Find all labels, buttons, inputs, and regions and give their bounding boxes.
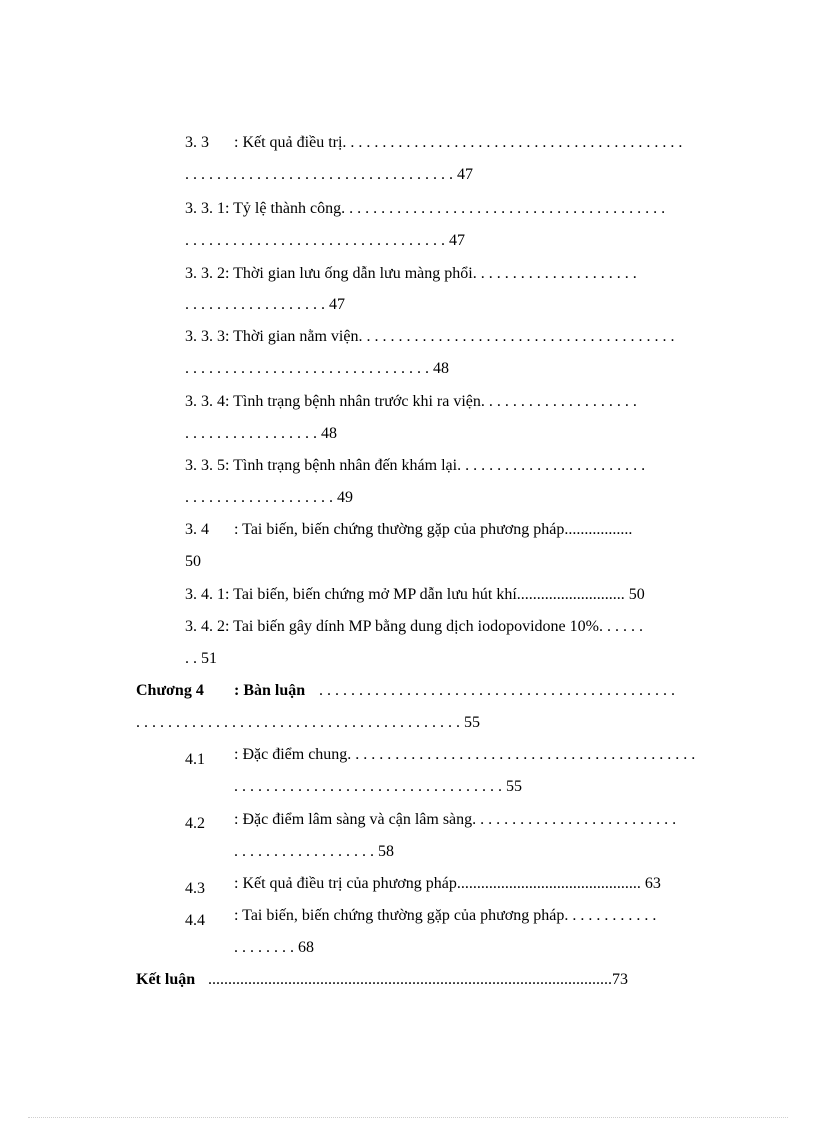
- toc-leader-4-1: . . . . . . . . . . . . . . . . . . . . . . . . . . . . . . . . . . 55: [234, 778, 522, 795]
- toc-page-3-4: 50: [185, 553, 201, 570]
- toc-leader-3-3-5: . . . . . . . . . . . . . . . . . . . 49: [185, 489, 353, 506]
- toc-title-4-1: : Đặc điểm chung. . . . . . . . . . . . . . . . . . . . . . . . . . . . . . . . . . . . . . . . . . . .: [234, 746, 696, 763]
- toc-entry-3-4-2: 3. 4. 2: Tai biến gây dính MP bằng dung dịch iodopovidone 10%. . . . . .: [185, 618, 643, 635]
- toc-entry-3-3-4: 3. 3. 4: Tình trạng bệnh nhân trước khi ra viện. . . . . . . . . . . . . . . . . . . .: [185, 393, 637, 410]
- toc-chapter-4-title: : Bàn luận: [234, 682, 306, 699]
- toc-leader-3-3: . . . . . . . . . . . . . . . . . . . . . . . . . . . . . . . . . . 47: [185, 166, 473, 183]
- toc-chapter-4-leader-page: . . . . . . . . . . . . . . . . . . . . . . . . . . . . . . . . . . . . . . . . . 55: [136, 714, 480, 731]
- toc-title-3-4: : Tai biến, biến chứng thường gặp của phương pháp.................: [234, 521, 633, 538]
- toc-number-4-2: 4.2: [185, 815, 205, 832]
- toc-entry-3-3-5: 3. 3. 5: Tình trạng bệnh nhân đến khám lại. . . . . . . . . . . . . . . . . . . . . . . .: [185, 457, 646, 474]
- toc-leader-3-4-2: . . 51: [185, 650, 217, 667]
- toc-number-3-3: 3. 3: [185, 134, 209, 151]
- toc-entry-4-3: : Kết quả điều trị của phương pháp.............................................. 63: [234, 875, 661, 892]
- toc-number-4-1: 4.1: [185, 751, 205, 768]
- toc-entry-3-3-3: 3. 3. 3: Thời gian nằm viện. . . . . . . . . . . . . . . . . . . . . . . . . . . . . . . . . . . . . . . .: [185, 328, 675, 345]
- toc-conclusion-leader: .....................................................................................................73: [208, 971, 628, 988]
- toc-leader-4-4: . . . . . . . . 68: [234, 939, 314, 956]
- toc-chapter-4-leader: . . . . . . . . . . . . . . . . . . . . . . . . . . . . . . . . . . . . . . . . . . . . .: [319, 682, 675, 699]
- toc-conclusion-title: Kết luận: [136, 971, 196, 988]
- toc-chapter-4-number: Chương 4: [136, 682, 204, 699]
- toc-leader-3-3-3: . . . . . . . . . . . . . . . . . . . . . . . . . . . . . . . 48: [185, 360, 449, 377]
- page-bottom-rule: [28, 1117, 788, 1118]
- toc-number-4-4: 4.4: [185, 912, 205, 929]
- toc-entry-3-4-1: 3. 4. 1: Tai biến, biến chứng mở MP dẫn lưu hút khí........................... 50: [185, 586, 645, 603]
- toc-number-3-4: 3. 4: [185, 521, 209, 538]
- toc-title-3-3: : Kết quả điều trị. . . . . . . . . . . . . . . . . . . . . . . . . . . . . . . . . . . . . . . . . . .: [234, 134, 683, 151]
- toc-leader-3-3-4: . . . . . . . . . . . . . . . . . 48: [185, 425, 337, 442]
- toc-leader-3-3-1: . . . . . . . . . . . . . . . . . . . . . . . . . . . . . . . . . 47: [185, 232, 465, 249]
- toc-entry-3-3-1: 3. 3. 1: Tỷ lệ thành công. . . . . . . . . . . . . . . . . . . . . . . . . . . . . . . . . . . . . . . . .: [185, 200, 666, 217]
- toc-leader-4-2: . . . . . . . . . . . . . . . . . . 58: [234, 843, 394, 860]
- toc-entry-3-3-2: 3. 3. 2: Thời gian lưu ống dẫn lưu màng phổi. . . . . . . . . . . . . . . . . . . . .: [185, 265, 637, 282]
- toc-title-4-2: : Đặc điểm lâm sàng và cận lâm sàng. . . . . . . . . . . . . . . . . . . . . . . . . .: [234, 811, 677, 828]
- toc-leader-3-3-2: . . . . . . . . . . . . . . . . . . 47: [185, 296, 345, 313]
- toc-number-4-3: 4.3: [185, 880, 205, 897]
- toc-title-4-4: : Tai biến, biến chứng thường gặp của phương pháp. . . . . . . . . . . .: [234, 907, 657, 924]
